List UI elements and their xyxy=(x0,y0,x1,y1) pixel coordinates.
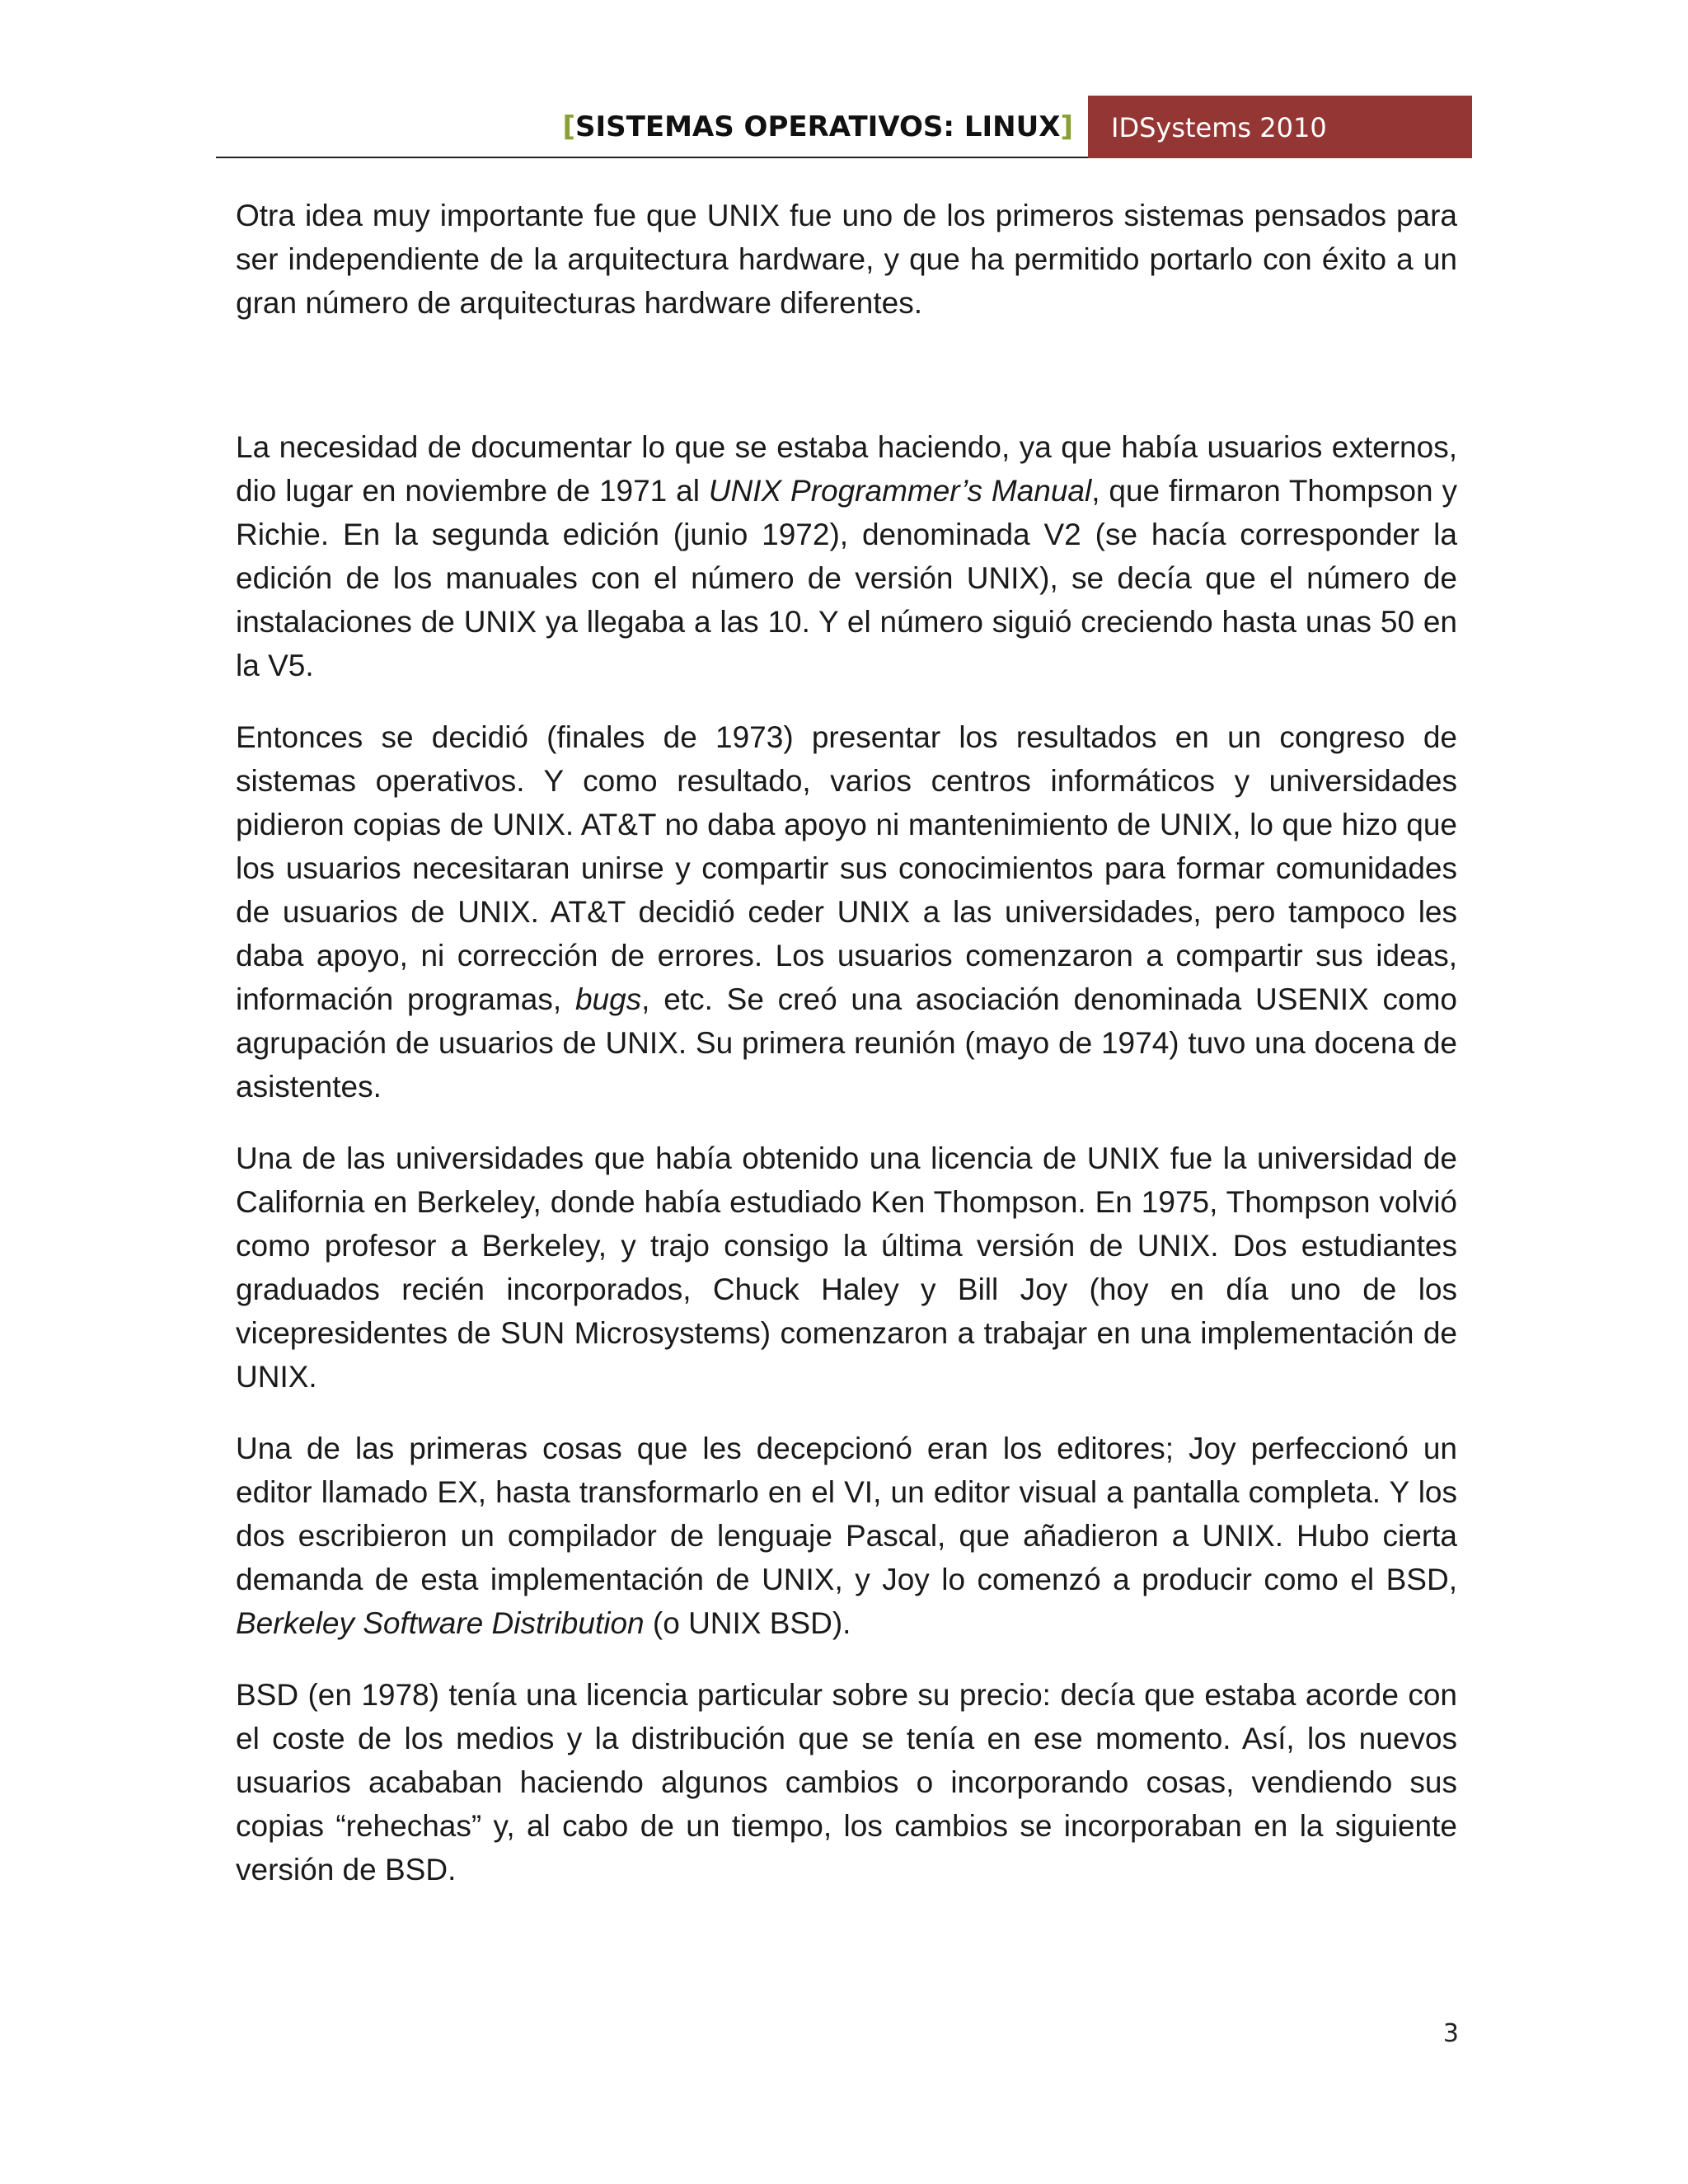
paragraph-italic: bugs xyxy=(574,982,642,1016)
header-bracket-close: ] xyxy=(1060,110,1073,143)
paragraph-text: (o UNIX BSD). xyxy=(644,1606,851,1640)
paragraph-editors-bsd xyxy=(236,1427,1457,1645)
header-title xyxy=(563,110,1074,143)
paragraph-text: Una de las primeras cosas que les decepcionó eran los editores; Joy perfeccionó un editor llamado EX, hasta transformarlo en el VI, un editor visual a pantalla completa. Y los dos escribieron un compilador de lenguaje Pascal, que añadieron a UNIX. Hubo cierta demanda de esta implementación de UNIX, y Joy lo comenzó a producir como el BSD, xyxy=(236,1432,1457,1596)
page-number: 3 xyxy=(1442,2019,1459,2048)
paragraph-text: , etc. Se creó una asociación denominada USENIX como agrupación de usuarios de UNIX. Su primera reunión (mayo de 1974) tuvo una docena de asistentes. xyxy=(236,982,1457,1104)
paragraph-text: , que firmaron Thompson y Richie. En la segunda edición (junio 1972), denominada V2 (se hacía corresponder la edición de los manuales con el número de versión UNIX), se decía que el número de instalaciones de UNIX ya llegaba a las 10. Y el número siguió creciendo hasta unas 50 en la V5. xyxy=(236,474,1457,682)
paragraph-programmers-manual xyxy=(236,425,1457,687)
header-year-box xyxy=(1088,96,1472,158)
paragraph-architecture: Otra idea muy importante fue que UNIX fue uno de los primeros sistemas pensados para ser independiente de la arquitectura hardware, y que ha permitido portarlo con éxito a un gran número de arquitecturas hardware diferentes. xyxy=(236,199,1457,320)
page-header xyxy=(216,96,1472,158)
header-bracket-open: [ xyxy=(562,110,576,143)
document-body xyxy=(236,194,1457,1919)
header-org-year: IDSystems 2010 xyxy=(1111,112,1327,143)
paragraph-bsd-license: BSD (en 1978) tenía una licencia particular sobre su precio: decía que estaba acorde con el coste de los medios y la distribución que se tenía en ese momento. Así, los nuevos usuarios acababan haciendo algunos cambios o incorporando cosas, vendiendo sus copias “rehechas” y, al cabo de un tiempo, los cambios se incorporaban en la siguiente versión de BSD. xyxy=(236,1678,1457,1886)
paragraph-berkeley: Una de las universidades que había obtenido una licencia de UNIX fue la universidad de California en Berkeley, donde había estudiado Ken Thompson. En 1975, Thompson volvió como profesor a Berkeley, y trajo consigo la última versión de UNIX. Dos estudiantes graduados recién incorporados, Chuck Haley y Bill Joy (hoy en día uno de los vicepresidentes de SUN Microsystems) comenzaron a trabajar en una implementación de UNIX. xyxy=(236,1141,1457,1394)
paragraph-italic: UNIX Programmer’s Manual xyxy=(708,474,1092,508)
header-title-text: SISTEMAS OPERATIVOS: LINUX xyxy=(575,110,1061,143)
header-title-area xyxy=(216,96,1088,158)
header-rule xyxy=(216,157,1088,158)
paragraph-italic: Berkeley Software Distribution xyxy=(236,1606,645,1640)
paragraph-text: Entonces se decidió (finales de 1973) presentar los resultados en un congreso de sistemas operativos. Y como resultado, varios centros informáticos y universidades pidieron copias de UNIX. AT&T no daba apoyo ni mantenimiento de UNIX, lo que hizo que los usuarios necesitaran unirse y compartir sus conocimientos para formar comunidades de usuarios de UNIX. AT&T decidió ceder UNIX a las universidades, pero tampoco les daba apoyo, ni corrección de errores. Los usuarios comenzaron a compartir sus ideas, información programas, xyxy=(236,720,1457,1016)
paragraph-text: La necesidad de documentar lo que se estaba haciendo, ya que había usuarios externos, dio lugar en noviembre de 1971 al xyxy=(236,430,1457,508)
paragraph-usenix xyxy=(236,715,1457,1108)
